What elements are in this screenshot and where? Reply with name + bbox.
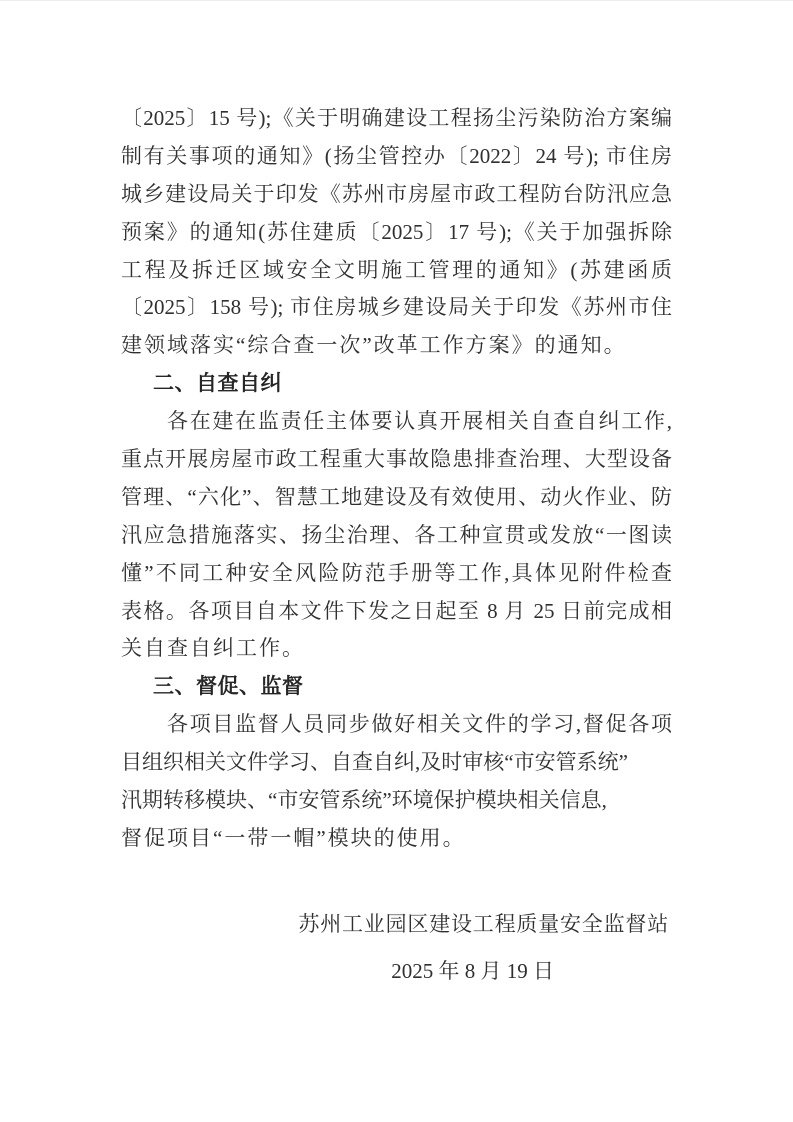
section-heading-supervision: 三、督促、监督 [153,675,304,699]
issue-date: 2025 年 8 月 19 日 [391,958,554,983]
section-heading-self-inspection: 二、自查自纠 [153,372,282,396]
body-line: 预案》的通知(苏住建质〔2025〕17 号);《关于加强拆除 [121,219,672,244]
body-line: 工程及拆迁区域安全文明施工管理的通知》(苏建函质 [121,257,672,282]
body-line: 表格。各项目自本文件下发之日起至 8 月 25 日前完成相 [121,598,672,623]
body-line: 懂”不同工种安全风险防范手册等工作,具体见附件检查 [121,560,672,585]
issuing-authority-signature: 苏州工业园区建设工程质量安全监督站 [298,911,669,936]
body-line: 目组织相关文件学习、自查自纠,及时审核“市安管系统” [121,750,628,775]
body-line: 制有关事项的通知》(扬尘管控办〔2022〕24 号); 市住房 [121,143,672,168]
body-line: 城乡建设局关于印发《苏州市房屋市政工程防台防汛应急 [121,181,672,206]
body-line: 各在建在监责任主体要认真开展相关自查自纠工作, [167,409,672,434]
body-line: 重点开展房屋市政工程重大事故隐患排查治理、大型设备 [121,447,672,472]
body-line: 关自查自纠工作。 [121,636,305,661]
body-line: 管理、“六化”、智慧工地建设及有效使用、动火作业、防 [121,484,672,509]
body-line: 建领域落实“综合查一次”改革工作方案》的通知。 [121,333,627,358]
body-line: 〔2025〕158 号); 市住房城乡建设局关于印发《苏州市住 [121,295,672,320]
body-line: 〔2025〕15 号);《关于明确建设工程扬尘污染防治方案编 [121,106,672,130]
body-line: 各项目监督人员同步做好相关文件的学习,督促各项 [167,712,672,737]
body-line: 汛期转移模块、“市安管系统”环境保护模块相关信息, [121,788,607,813]
body-line: 督促项目“一带一帽”模块的使用。 [121,825,466,850]
body-line: 汛应急措施落实、扬尘治理、各工种宣贯或发放“一图读 [121,522,672,547]
